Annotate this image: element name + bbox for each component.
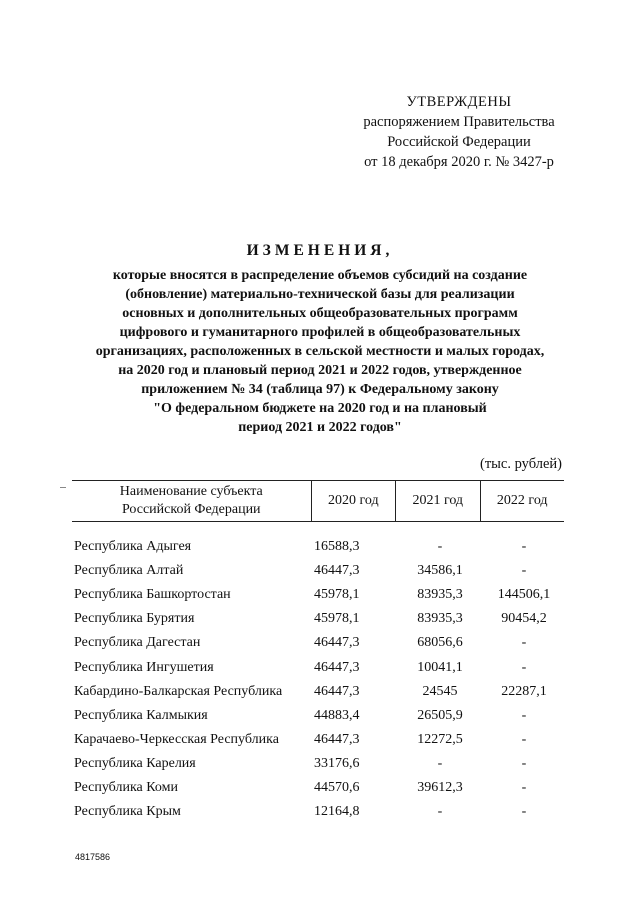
value-2021: 68056,6 xyxy=(417,635,463,651)
subtitle-line: организациях, расположенных в сельской местности и малых городах, xyxy=(95,344,545,359)
subtitle-line: которые вносятся в распределение объемов субсидий на создание xyxy=(112,268,528,283)
value-2022: - xyxy=(521,731,527,747)
approval-block xyxy=(340,92,578,172)
value-2021: 83935,3 xyxy=(417,587,463,603)
document-code: 4817586 xyxy=(75,852,111,862)
value-2022: - xyxy=(521,755,527,771)
value-2022: - xyxy=(521,659,527,675)
table-row xyxy=(74,752,574,776)
margin-mark xyxy=(60,487,66,488)
value-2020: 46447,3 xyxy=(314,659,360,675)
region-name: Республика Коми xyxy=(74,779,178,795)
header-name-line-1: Наименование субъекта xyxy=(119,484,263,499)
table-row xyxy=(74,583,574,607)
region-name: Карачаево-Черкесская Республика xyxy=(74,731,279,747)
value-2021: 12272,5 xyxy=(417,731,463,747)
value-2022: 144506,1 xyxy=(497,587,551,603)
header-2021: 2021 год xyxy=(395,481,479,521)
document-subtitle xyxy=(60,266,580,437)
value-2020: 44883,4 xyxy=(314,707,360,723)
subtitle-line: цифрового и гуманитарного профилей в общеобразовательных xyxy=(119,325,521,340)
table-row xyxy=(74,655,574,679)
table-row xyxy=(74,728,574,752)
value-2021: 39612,3 xyxy=(417,779,463,795)
value-2022: - xyxy=(521,779,527,795)
value-2021: - xyxy=(437,539,443,555)
table-row xyxy=(74,776,574,800)
value-2021: 26505,9 xyxy=(417,707,463,723)
table-row xyxy=(74,800,574,824)
value-2022: - xyxy=(521,635,527,651)
table-row xyxy=(74,535,574,559)
value-2021: - xyxy=(437,804,443,820)
table-body xyxy=(74,535,574,824)
subtitle-line: приложением № 34 (таблица 97) к Федеральному закону xyxy=(141,382,499,397)
value-2021: 10041,1 xyxy=(417,659,463,675)
approval-line-1: распоряжением Правительства xyxy=(363,114,555,130)
value-2020: 12164,8 xyxy=(314,804,360,820)
approval-heading: УТВЕРЖДЕНЫ xyxy=(406,94,512,110)
region-name: Республика Башкортостан xyxy=(74,587,231,603)
subtitle-line: "О федеральном бюджете на 2020 год и на плановый xyxy=(153,401,487,416)
approval-line-3: от 18 декабря 2020 г. № 3427-р xyxy=(364,154,554,170)
value-2021: 24545 xyxy=(422,683,458,699)
value-2020: 16588,3 xyxy=(314,539,360,555)
value-2022: 22287,1 xyxy=(501,683,547,699)
header-2020: 2020 год xyxy=(311,481,395,521)
region-name: Республика Карелия xyxy=(74,755,196,771)
table-row xyxy=(74,704,574,728)
value-2020: 33176,6 xyxy=(314,755,360,771)
value-2021: - xyxy=(437,755,443,771)
region-name: Республика Крым xyxy=(74,804,181,820)
subtitle-line: (обновление) материально-технической базы для реализации xyxy=(125,287,515,302)
value-2020: 46447,3 xyxy=(314,683,360,699)
value-2020: 46447,3 xyxy=(314,731,360,747)
value-2020: 46447,3 xyxy=(314,563,360,579)
region-name: Республика Калмыкия xyxy=(74,707,208,723)
table-header xyxy=(72,480,564,522)
value-2022: 90454,2 xyxy=(501,611,547,627)
value-2021: 34586,1 xyxy=(417,563,463,579)
value-2020: 45978,1 xyxy=(314,611,360,627)
region-name: Кабардино-Балкарская Республика xyxy=(74,683,283,699)
region-name: Республика Дагестан xyxy=(74,635,201,651)
region-name: Республика Адыгея xyxy=(74,539,192,555)
value-2020: 44570,6 xyxy=(314,779,360,795)
table-row xyxy=(74,631,574,655)
document-title: ИЗМЕНЕНИЯ, xyxy=(246,242,394,259)
header-name-line-2: Российской Федерации xyxy=(121,502,261,517)
approval-line-2: Российской Федерации xyxy=(387,134,531,150)
table-row xyxy=(74,559,574,583)
value-2021: 83935,3 xyxy=(417,611,463,627)
region-name: Республика Ингушетия xyxy=(74,659,214,675)
units-label: (тыс. рублей) xyxy=(480,456,562,472)
header-region-name xyxy=(72,481,311,521)
region-name: Республика Бурятия xyxy=(74,611,195,627)
table-row xyxy=(74,680,574,704)
value-2020: 45978,1 xyxy=(314,587,360,603)
header-2022: 2022 год xyxy=(480,481,564,521)
table-row xyxy=(74,607,574,631)
value-2022: - xyxy=(521,804,527,820)
value-2020: 46447,3 xyxy=(314,635,360,651)
value-2022: - xyxy=(521,707,527,723)
region-name: Республика Алтай xyxy=(74,563,184,579)
subtitle-line: период 2021 и 2022 годов" xyxy=(238,420,402,435)
value-2022: - xyxy=(521,539,527,555)
subtitle-line: основных и дополнительных общеобразовательных программ xyxy=(122,306,518,321)
value-2022: - xyxy=(521,563,527,579)
subtitle-line: на 2020 год и плановый период 2021 и 2022 годов, утвержденное xyxy=(118,363,522,378)
